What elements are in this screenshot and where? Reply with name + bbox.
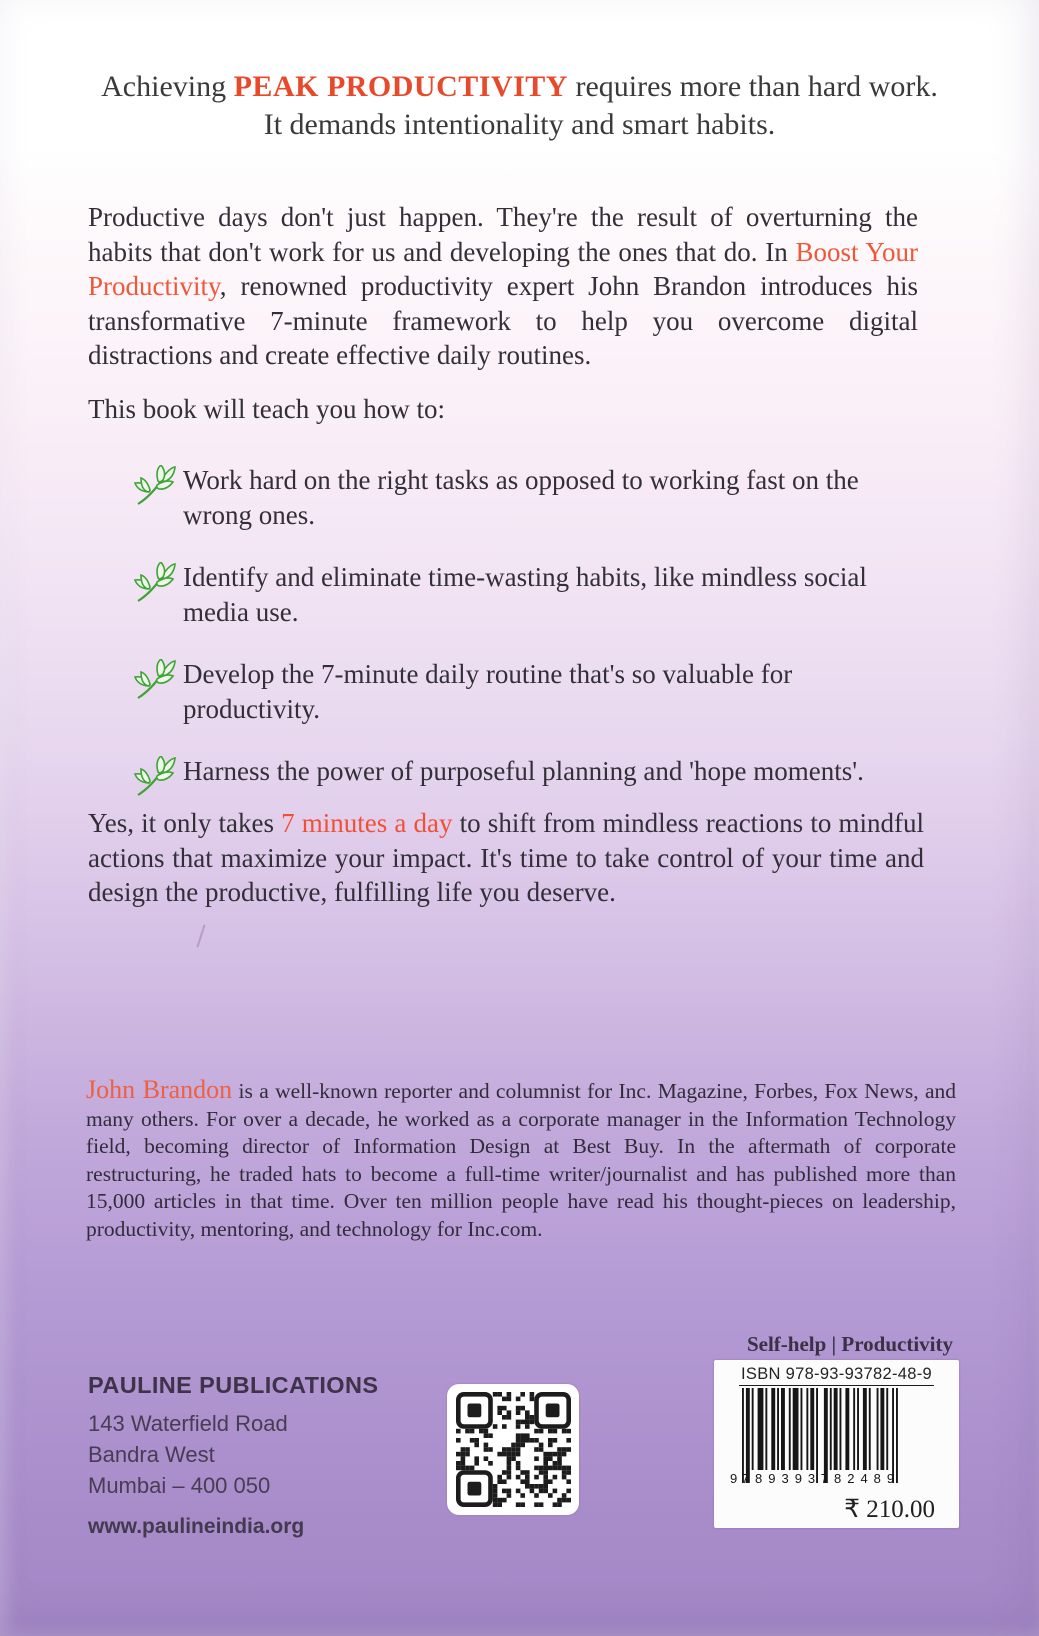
author-name: John Brandon — [86, 1075, 233, 1104]
svg-text:9: 9 — [729, 1471, 737, 1486]
bullet-text: Develop the 7-minute daily routine that's so valuable for productivity. — [183, 659, 793, 724]
publisher-address-line: Bandra West — [88, 1442, 215, 1467]
teach-intro: This book will teach you how to: — [88, 394, 445, 424]
bullet-text: Identify and eliminate time-wasting habits, like mindless social media use. — [183, 562, 867, 627]
isbn-label: ISBN 978-93-93782-48-9 — [739, 1365, 934, 1386]
headline-pre: Achieving — [101, 70, 234, 103]
publisher-block — [88, 1372, 378, 1539]
headline-post: requires more than hard work. — [567, 70, 938, 103]
intro-pre: Productive days don't just happen. They're the result of overturning the habits that don't work for us and developing the ones that do. In — [88, 202, 918, 267]
closing-paragraph — [88, 806, 924, 910]
author-bio — [86, 1076, 956, 1244]
price-label: ₹ 210.00 — [844, 1496, 935, 1523]
leaf-icon — [133, 756, 183, 807]
bullet-item — [133, 657, 911, 726]
publisher-name: PAULINE PUBLICATIONS — [88, 1372, 379, 1398]
bullet-item — [133, 463, 911, 532]
headline-highlight: PEAK PRODUCTIVITY — [233, 70, 568, 103]
publisher-address-line: 143 Waterfield Road — [88, 1411, 288, 1436]
headline-line1 — [30, 68, 1009, 106]
bullet-text: Harness the power of purposeful planning and 'hope moments'. — [183, 756, 864, 786]
category-label: Self-help | Productivity — [746, 1332, 953, 1356]
closing-post: to shift from mindless reactions to mindful actions that maximize your impact. It's time to take control of your time and design the productive, fulfilling life you deserve. — [88, 808, 924, 907]
leaf-icon — [133, 659, 183, 710]
bullet-item — [133, 754, 911, 807]
closing-pre: Yes, it only takes — [88, 808, 282, 838]
bullet-list — [133, 463, 911, 835]
publisher-address-line: Mumbai – 400 050 — [88, 1473, 271, 1498]
bullet-item — [133, 560, 911, 629]
svg-text:789393: 789393 — [741, 1471, 821, 1486]
author-bio-text: is a well-known reporter and columnist for Inc. Magazine, Forbes, Fox News, and many others. For over a decade, he worked as a corporate manager in the Information Technology field, becoming director of Information Design at Best Buy. In the aftermath of corporate restructuring, he traded hats to become a full-time writer/journalist and has published more than 15,000 articles in that time. Over ten million people have read his thought-pieces on leadership, productivity, mentoring, and technology for Inc.com. — [86, 1079, 956, 1241]
intro-paragraph — [88, 200, 918, 373]
intro-book-title: Boost Your Productivity — [88, 236, 918, 301]
leaf-icon — [133, 465, 183, 516]
headline — [30, 68, 1009, 144]
svg-text:782489: 782489 — [820, 1471, 900, 1486]
scan-scratch-artifact — [196, 924, 205, 947]
bullet-text: Work hard on the right tasks as opposed to working fast on the wrong ones. — [183, 465, 859, 530]
headline-line2: It demands intentionality and smart habits. — [263, 108, 776, 141]
barcode — [714, 1388, 959, 1493]
intro-post: , renowned productivity expert John Brandon introduces his transformative 7-minute framework to help you overcome digital distractions and create effective daily routines. — [88, 271, 918, 370]
qr-code — [447, 1384, 579, 1515]
isbn-box — [714, 1360, 959, 1528]
leaf-icon — [133, 562, 183, 613]
publisher-website: www.paulineindia.org — [88, 1515, 305, 1538]
closing-highlight: 7 minutes a day — [281, 808, 453, 838]
